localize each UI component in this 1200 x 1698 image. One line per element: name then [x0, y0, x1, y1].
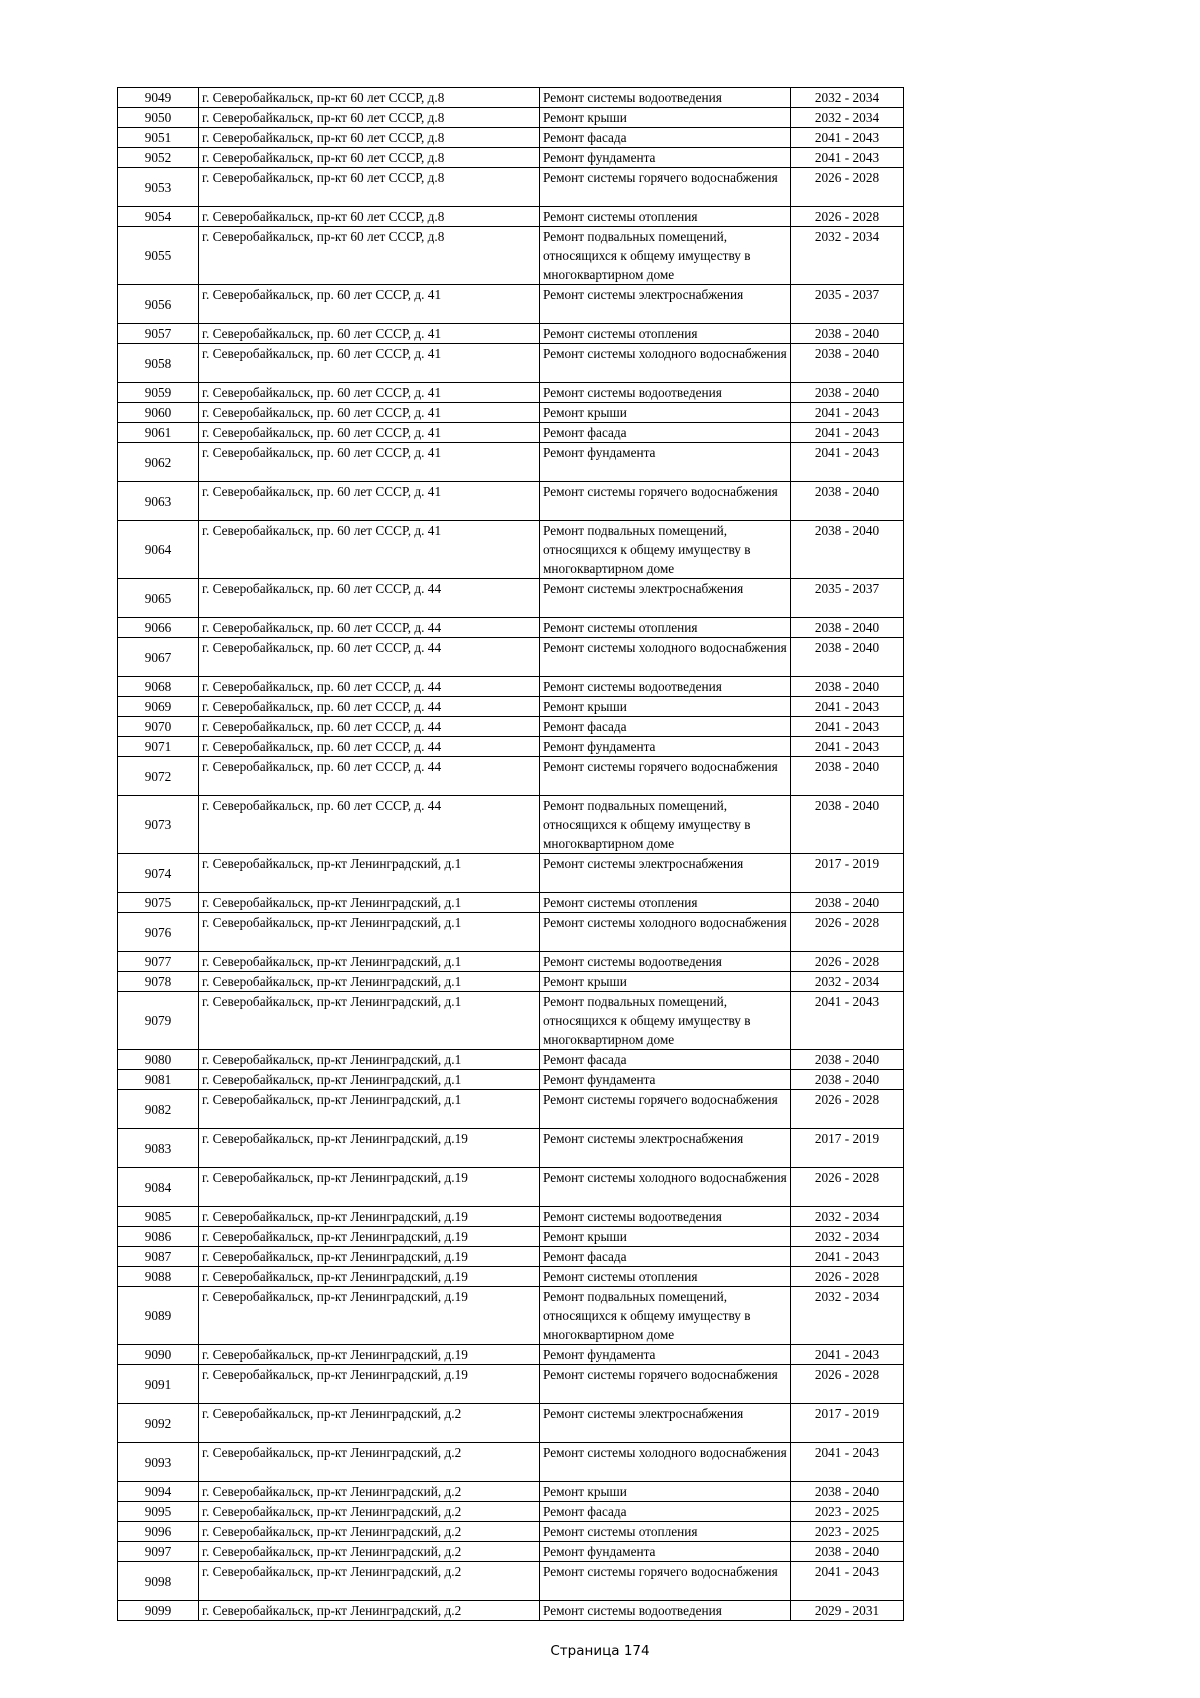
row-number-cell: 9078 — [118, 972, 199, 992]
period-cell: 2038 - 2040 — [791, 383, 904, 403]
address-cell: г. Северобайкальск, пр-кт Ленинградский, д.1 — [199, 952, 540, 972]
row-number-cell: 9071 — [118, 737, 199, 757]
table-row — [118, 796, 904, 854]
work-type-cell: Ремонт фасада — [540, 1050, 791, 1070]
period-cell: 2038 - 2040 — [791, 521, 904, 579]
period-cell: 2038 - 2040 — [791, 893, 904, 913]
work-type-cell: Ремонт подвальных помещений, относящихся к общему имуществу в многоквартирном доме — [540, 1287, 791, 1345]
address-cell: г. Северобайкальск, пр-кт Ленинградский, д.1 — [199, 913, 540, 952]
address-cell: г. Северобайкальск, пр-кт Ленинградский, д.19 — [199, 1247, 540, 1267]
work-type-cell: Ремонт системы водоотведения — [540, 1601, 791, 1621]
row-number-cell: 9054 — [118, 207, 199, 227]
period-cell: 2035 - 2037 — [791, 579, 904, 618]
period-cell: 2041 - 2043 — [791, 992, 904, 1050]
period-cell: 2032 - 2034 — [791, 1227, 904, 1247]
row-number-cell: 9068 — [118, 677, 199, 697]
work-type-cell: Ремонт фасада — [540, 423, 791, 443]
address-cell: г. Северобайкальск, пр-кт Ленинградский, д.1 — [199, 992, 540, 1050]
address-cell: г. Северобайкальск, пр-кт Ленинградский, д.19 — [199, 1168, 540, 1207]
work-type-cell: Ремонт системы водоотведения — [540, 88, 791, 108]
table-row — [118, 324, 904, 344]
row-number-cell: 9051 — [118, 128, 199, 148]
table-row — [118, 128, 904, 148]
table-row — [118, 482, 904, 521]
table-row — [118, 148, 904, 168]
address-cell: г. Северобайкальск, пр. 60 лет СССР, д. 41 — [199, 482, 540, 521]
row-number-cell: 9062 — [118, 443, 199, 482]
address-cell: г. Северобайкальск, пр-кт 60 лет СССР, д.8 — [199, 227, 540, 285]
table-row — [118, 207, 904, 227]
address-cell: г. Северобайкальск, пр-кт Ленинградский, д.1 — [199, 1090, 540, 1129]
table-row — [118, 952, 904, 972]
work-type-cell: Ремонт системы горячего водоснабжения — [540, 757, 791, 796]
row-number-cell: 9064 — [118, 521, 199, 579]
row-number-cell: 9083 — [118, 1129, 199, 1168]
period-cell: 2026 - 2028 — [791, 207, 904, 227]
work-type-cell: Ремонт системы холодного водоснабжения — [540, 1443, 791, 1482]
address-cell: г. Северобайкальск, пр-кт Ленинградский, д.19 — [199, 1287, 540, 1345]
row-number-cell: 9053 — [118, 168, 199, 207]
work-type-cell: Ремонт фасада — [540, 717, 791, 737]
table-row — [118, 344, 904, 383]
row-number-cell: 9065 — [118, 579, 199, 618]
row-number-cell: 9059 — [118, 383, 199, 403]
address-cell: г. Северобайкальск, пр-кт Ленинградский, д.2 — [199, 1404, 540, 1443]
period-cell: 2026 - 2028 — [791, 1267, 904, 1287]
table-row — [118, 227, 904, 285]
table-row — [118, 1365, 904, 1404]
work-type-cell: Ремонт системы водоотведения — [540, 952, 791, 972]
table-row — [118, 1542, 904, 1562]
row-number-cell: 9073 — [118, 796, 199, 854]
work-type-cell: Ремонт системы горячего водоснабжения — [540, 1090, 791, 1129]
period-cell: 2023 - 2025 — [791, 1522, 904, 1542]
work-type-cell: Ремонт подвальных помещений, относящихся к общему имуществу в многоквартирном доме — [540, 227, 791, 285]
table-row — [118, 383, 904, 403]
page-number: Страница 174 — [550, 1643, 650, 1659]
work-type-cell: Ремонт системы холодного водоснабжения — [540, 1168, 791, 1207]
table-row — [118, 168, 904, 207]
work-type-cell: Ремонт фундамента — [540, 1070, 791, 1090]
address-cell: г. Северобайкальск, пр. 60 лет СССР, д. 41 — [199, 383, 540, 403]
row-number-cell: 9088 — [118, 1267, 199, 1287]
work-type-cell: Ремонт крыши — [540, 1227, 791, 1247]
work-type-cell: Ремонт системы водоотведения — [540, 677, 791, 697]
address-cell: г. Северобайкальск, пр-кт Ленинградский, д.19 — [199, 1207, 540, 1227]
work-type-cell: Ремонт системы водоотведения — [540, 1207, 791, 1227]
address-cell: г. Северобайкальск, пр. 60 лет СССР, д. 44 — [199, 677, 540, 697]
period-cell: 2035 - 2037 — [791, 285, 904, 324]
row-number-cell: 9097 — [118, 1542, 199, 1562]
table-row — [118, 737, 904, 757]
work-type-cell: Ремонт системы горячего водоснабжения — [540, 1365, 791, 1404]
work-type-cell: Ремонт подвальных помещений, относящихся к общему имуществу в многоквартирном доме — [540, 796, 791, 854]
row-number-cell: 9089 — [118, 1287, 199, 1345]
row-number-cell: 9060 — [118, 403, 199, 423]
address-cell: г. Северобайкальск, пр-кт 60 лет СССР, д.8 — [199, 88, 540, 108]
work-type-cell: Ремонт системы горячего водоснабжения — [540, 482, 791, 521]
address-cell: г. Северобайкальск, пр. 60 лет СССР, д. 41 — [199, 324, 540, 344]
table-row — [118, 423, 904, 443]
period-cell: 2038 - 2040 — [791, 796, 904, 854]
address-cell: г. Северобайкальск, пр-кт Ленинградский, д.1 — [199, 972, 540, 992]
row-number-cell: 9080 — [118, 1050, 199, 1070]
period-cell: 2038 - 2040 — [791, 1542, 904, 1562]
row-number-cell: 9092 — [118, 1404, 199, 1443]
address-cell: г. Северобайкальск, пр. 60 лет СССР, д. 41 — [199, 443, 540, 482]
row-number-cell: 9093 — [118, 1443, 199, 1482]
period-cell: 2041 - 2043 — [791, 1443, 904, 1482]
address-cell: г. Северобайкальск, пр. 60 лет СССР, д. 41 — [199, 423, 540, 443]
table-row — [118, 1562, 904, 1601]
address-cell: г. Северобайкальск, пр-кт Ленинградский, д.2 — [199, 1522, 540, 1542]
period-cell: 2026 - 2028 — [791, 1168, 904, 1207]
address-cell: г. Северобайкальск, пр-кт Ленинградский, д.1 — [199, 1050, 540, 1070]
table-row — [118, 443, 904, 482]
period-cell: 2038 - 2040 — [791, 618, 904, 638]
table-row — [118, 618, 904, 638]
row-number-cell: 9057 — [118, 324, 199, 344]
row-number-cell: 9099 — [118, 1601, 199, 1621]
address-cell: г. Северобайкальск, пр. 60 лет СССР, д. 44 — [199, 737, 540, 757]
address-cell: г. Северобайкальск, пр-кт Ленинградский, д.2 — [199, 1562, 540, 1601]
address-cell: г. Северобайкальск, пр-кт 60 лет СССР, д.8 — [199, 148, 540, 168]
row-number-cell: 9074 — [118, 854, 199, 893]
period-cell: 2038 - 2040 — [791, 482, 904, 521]
address-cell: г. Северобайкальск, пр-кт Ленинградский, д.19 — [199, 1267, 540, 1287]
work-type-cell: Ремонт крыши — [540, 697, 791, 717]
row-number-cell: 9063 — [118, 482, 199, 521]
table-row — [118, 1247, 904, 1267]
address-cell: г. Северобайкальск, пр. 60 лет СССР, д. 44 — [199, 796, 540, 854]
work-type-cell: Ремонт фундамента — [540, 1542, 791, 1562]
work-type-cell: Ремонт системы электроснабжения — [540, 579, 791, 618]
work-type-cell: Ремонт системы отопления — [540, 1267, 791, 1287]
table-row — [118, 108, 904, 128]
table-row — [118, 1345, 904, 1365]
address-cell: г. Северобайкальск, пр-кт 60 лет СССР, д.8 — [199, 168, 540, 207]
period-cell: 2038 - 2040 — [791, 677, 904, 697]
address-cell: г. Северобайкальск, пр-кт Ленинградский, д.19 — [199, 1129, 540, 1168]
period-cell: 2041 - 2043 — [791, 443, 904, 482]
period-cell: 2038 - 2040 — [791, 1070, 904, 1090]
table-row — [118, 1050, 904, 1070]
table-row — [118, 992, 904, 1050]
work-type-cell: Ремонт фундамента — [540, 737, 791, 757]
table-row — [118, 521, 904, 579]
period-cell: 2023 - 2025 — [791, 1502, 904, 1522]
row-number-cell: 9066 — [118, 618, 199, 638]
address-cell: г. Северобайкальск, пр. 60 лет СССР, д. 44 — [199, 697, 540, 717]
row-number-cell: 9094 — [118, 1482, 199, 1502]
work-type-cell: Ремонт фасада — [540, 1502, 791, 1522]
work-type-cell: Ремонт фундамента — [540, 443, 791, 482]
table-row — [118, 1502, 904, 1522]
work-type-cell: Ремонт системы отопления — [540, 618, 791, 638]
table-row — [118, 1482, 904, 1502]
period-cell: 2032 - 2034 — [791, 1207, 904, 1227]
period-cell: 2032 - 2034 — [791, 88, 904, 108]
table-row — [118, 893, 904, 913]
address-cell: г. Северобайкальск, пр. 60 лет СССР, д. 44 — [199, 638, 540, 677]
table-row — [118, 1207, 904, 1227]
address-cell: г. Северобайкальск, пр. 60 лет СССР, д. 41 — [199, 403, 540, 423]
address-cell: г. Северобайкальск, пр-кт 60 лет СССР, д.8 — [199, 207, 540, 227]
table-row — [118, 697, 904, 717]
row-number-cell: 9058 — [118, 344, 199, 383]
period-cell: 2026 - 2028 — [791, 168, 904, 207]
work-type-cell: Ремонт крыши — [540, 108, 791, 128]
row-number-cell: 9079 — [118, 992, 199, 1050]
address-cell: г. Северобайкальск, пр-кт Ленинградский, д.2 — [199, 1443, 540, 1482]
row-number-cell: 9084 — [118, 1168, 199, 1207]
address-cell: г. Северобайкальск, пр-кт Ленинградский, д.1 — [199, 854, 540, 893]
work-type-cell: Ремонт фундамента — [540, 1345, 791, 1365]
address-cell: г. Северобайкальск, пр-кт 60 лет СССР, д.8 — [199, 108, 540, 128]
address-cell: г. Северобайкальск, пр. 60 лет СССР, д. 41 — [199, 285, 540, 324]
period-cell: 2041 - 2043 — [791, 128, 904, 148]
period-cell: 2041 - 2043 — [791, 717, 904, 737]
table-row — [118, 1443, 904, 1482]
table-row — [118, 677, 904, 697]
work-type-cell: Ремонт системы электроснабжения — [540, 1129, 791, 1168]
period-cell: 2038 - 2040 — [791, 638, 904, 677]
table-row — [118, 88, 904, 108]
work-type-cell: Ремонт фасада — [540, 128, 791, 148]
period-cell: 2038 - 2040 — [791, 1482, 904, 1502]
row-number-cell: 9077 — [118, 952, 199, 972]
address-cell: г. Северобайкальск, пр. 60 лет СССР, д. 44 — [199, 717, 540, 737]
period-cell: 2038 - 2040 — [791, 757, 904, 796]
address-cell: г. Северобайкальск, пр-кт Ленинградский, д.1 — [199, 1070, 540, 1090]
work-type-cell: Ремонт подвальных помещений, относящихся к общему имуществу в многоквартирном доме — [540, 521, 791, 579]
address-cell: г. Северобайкальск, пр-кт Ленинградский, д.1 — [199, 893, 540, 913]
work-type-cell: Ремонт системы электроснабжения — [540, 285, 791, 324]
work-type-cell: Ремонт системы водоотведения — [540, 383, 791, 403]
row-number-cell: 9072 — [118, 757, 199, 796]
row-number-cell: 9061 — [118, 423, 199, 443]
period-cell: 2041 - 2043 — [791, 1345, 904, 1365]
address-cell: г. Северобайкальск, пр-кт Ленинградский, д.2 — [199, 1482, 540, 1502]
period-cell: 2038 - 2040 — [791, 1050, 904, 1070]
period-cell: 2026 - 2028 — [791, 1090, 904, 1129]
period-cell: 2032 - 2034 — [791, 972, 904, 992]
period-cell: 2026 - 2028 — [791, 952, 904, 972]
work-type-cell: Ремонт системы горячего водоснабжения — [540, 1562, 791, 1601]
row-number-cell: 9056 — [118, 285, 199, 324]
period-cell: 2041 - 2043 — [791, 1562, 904, 1601]
period-cell: 2029 - 2031 — [791, 1601, 904, 1621]
row-number-cell: 9086 — [118, 1227, 199, 1247]
row-number-cell: 9070 — [118, 717, 199, 737]
table-row — [118, 1227, 904, 1247]
work-type-cell: Ремонт системы отопления — [540, 324, 791, 344]
table-row — [118, 1404, 904, 1443]
period-cell: 2017 - 2019 — [791, 1129, 904, 1168]
row-number-cell: 9052 — [118, 148, 199, 168]
table-row — [118, 1522, 904, 1542]
repair-schedule-table — [117, 87, 904, 1621]
period-cell: 2041 - 2043 — [791, 148, 904, 168]
period-cell: 2041 - 2043 — [791, 737, 904, 757]
address-cell: г. Северобайкальск, пр-кт Ленинградский, д.2 — [199, 1601, 540, 1621]
row-number-cell: 9098 — [118, 1562, 199, 1601]
work-type-cell: Ремонт системы холодного водоснабжения — [540, 638, 791, 677]
address-cell: г. Северобайкальск, пр-кт Ленинградский, д.19 — [199, 1345, 540, 1365]
work-type-cell: Ремонт подвальных помещений, относящихся к общему имуществу в многоквартирном доме — [540, 992, 791, 1050]
table-row — [118, 285, 904, 324]
table-row — [118, 638, 904, 677]
address-cell: г. Северобайкальск, пр. 60 лет СССР, д. 44 — [199, 579, 540, 618]
period-cell: 2026 - 2028 — [791, 1365, 904, 1404]
row-number-cell: 9090 — [118, 1345, 199, 1365]
table-row — [118, 972, 904, 992]
work-type-cell: Ремонт системы холодного водоснабжения — [540, 344, 791, 383]
table-row — [118, 1601, 904, 1621]
period-cell: 2017 - 2019 — [791, 854, 904, 893]
table-row — [118, 757, 904, 796]
table-row — [118, 1090, 904, 1129]
work-type-cell: Ремонт крыши — [540, 1482, 791, 1502]
period-cell: 2032 - 2034 — [791, 108, 904, 128]
period-cell: 2026 - 2028 — [791, 913, 904, 952]
row-number-cell: 9096 — [118, 1522, 199, 1542]
row-number-cell: 9082 — [118, 1090, 199, 1129]
row-number-cell: 9095 — [118, 1502, 199, 1522]
work-type-cell: Ремонт крыши — [540, 403, 791, 423]
work-type-cell: Ремонт системы холодного водоснабжения — [540, 913, 791, 952]
row-number-cell: 9091 — [118, 1365, 199, 1404]
work-type-cell: Ремонт системы отопления — [540, 207, 791, 227]
table-row — [118, 1168, 904, 1207]
address-cell: г. Северобайкальск, пр. 60 лет СССР, д. 44 — [199, 757, 540, 796]
work-type-cell: Ремонт крыши — [540, 972, 791, 992]
period-cell: 2041 - 2043 — [791, 1247, 904, 1267]
address-cell: г. Северобайкальск, пр-кт 60 лет СССР, д.8 — [199, 128, 540, 148]
table-row — [118, 854, 904, 893]
work-type-cell: Ремонт системы отопления — [540, 893, 791, 913]
address-cell: г. Северобайкальск, пр-кт Ленинградский, д.2 — [199, 1502, 540, 1522]
work-type-cell: Ремонт системы электроснабжения — [540, 1404, 791, 1443]
period-cell: 2041 - 2043 — [791, 403, 904, 423]
table-row — [118, 717, 904, 737]
row-number-cell: 9069 — [118, 697, 199, 717]
row-number-cell: 9081 — [118, 1070, 199, 1090]
row-number-cell: 9075 — [118, 893, 199, 913]
row-number-cell: 9076 — [118, 913, 199, 952]
address-cell: г. Северобайкальск, пр-кт Ленинградский, д.2 — [199, 1542, 540, 1562]
period-cell: 2041 - 2043 — [791, 423, 904, 443]
work-type-cell: Ремонт системы горячего водоснабжения — [540, 168, 791, 207]
work-type-cell: Ремонт системы электроснабжения — [540, 854, 791, 893]
period-cell: 2032 - 2034 — [791, 1287, 904, 1345]
table-row — [118, 1129, 904, 1168]
table-row — [118, 913, 904, 952]
table-row — [118, 579, 904, 618]
row-number-cell: 9067 — [118, 638, 199, 677]
work-type-cell: Ремонт системы отопления — [540, 1522, 791, 1542]
period-cell: 2017 - 2019 — [791, 1404, 904, 1443]
row-number-cell: 9049 — [118, 88, 199, 108]
period-cell: 2038 - 2040 — [791, 344, 904, 383]
work-type-cell: Ремонт фундамента — [540, 148, 791, 168]
period-cell: 2041 - 2043 — [791, 697, 904, 717]
address-cell: г. Северобайкальск, пр. 60 лет СССР, д. 41 — [199, 344, 540, 383]
period-cell: 2038 - 2040 — [791, 324, 904, 344]
table-row — [118, 403, 904, 423]
table-row — [118, 1070, 904, 1090]
work-type-cell: Ремонт фасада — [540, 1247, 791, 1267]
row-number-cell: 9085 — [118, 1207, 199, 1227]
address-cell: г. Северобайкальск, пр. 60 лет СССР, д. 44 — [199, 618, 540, 638]
table-row — [118, 1267, 904, 1287]
address-cell: г. Северобайкальск, пр. 60 лет СССР, д. 41 — [199, 521, 540, 579]
table-row — [118, 1287, 904, 1345]
row-number-cell: 9087 — [118, 1247, 199, 1267]
row-number-cell: 9050 — [118, 108, 199, 128]
address-cell: г. Северобайкальск, пр-кт Ленинградский, д.19 — [199, 1227, 540, 1247]
period-cell: 2032 - 2034 — [791, 227, 904, 285]
table-body — [118, 88, 904, 1621]
row-number-cell: 9055 — [118, 227, 199, 285]
address-cell: г. Северобайкальск, пр-кт Ленинградский, д.19 — [199, 1365, 540, 1404]
